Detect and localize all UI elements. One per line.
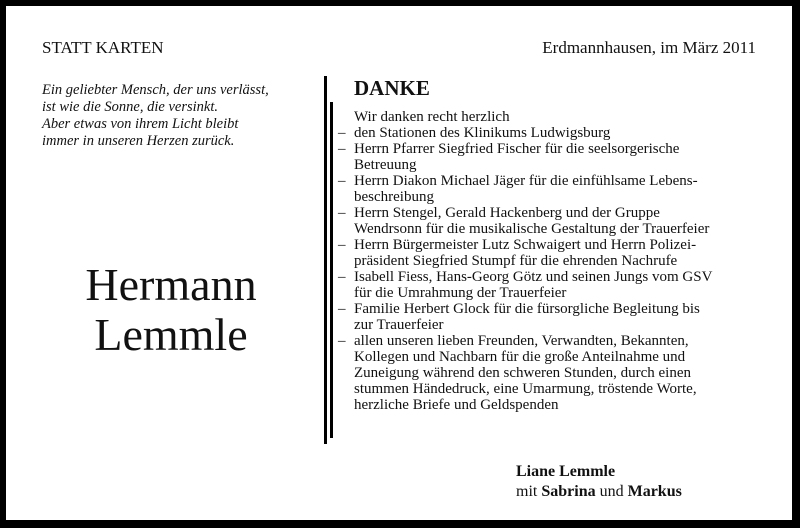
signer-name: Liane Lemmle — [516, 463, 616, 480]
thanks-line-text: allen unseren lieben Freunden, Verwandten, Bekannten, — [354, 333, 689, 349]
thanks-line-text: Wir danken recht herzlich — [354, 109, 510, 125]
first-name: Hermann — [85, 259, 257, 310]
dash-bullet: – — [338, 173, 346, 189]
thanks-line-text: Familie Herbert Glock für die fürsorgliche Begleitung bis — [354, 301, 700, 317]
dash-bullet: – — [338, 333, 346, 349]
thanks-line-text: Zuneigung während den schweren Stunden, durch einen — [354, 365, 691, 381]
thanks-line-text: Herrn Pfarrer Siegfried Fischer für die seelsorgerische — [354, 141, 680, 157]
thanks-line-text: Herrn Diakon Michael Jäger für die einfühlsame Lebens- — [354, 173, 698, 189]
dash-bullet: – — [338, 205, 346, 221]
dash-bullet: – — [338, 237, 346, 253]
poem — [42, 82, 269, 150]
dash-bullet: – — [338, 301, 346, 317]
divider-line — [330, 102, 333, 438]
thanks-line-text: für die Umrahmung der Trauerfeier — [354, 285, 567, 301]
thanks-line-text: beschreibung — [354, 189, 434, 205]
thanks-line-text: stummen Händedruck, eine Umarmung, tröstende Worte, — [354, 381, 697, 397]
thanks-line-text: den Stationen des Klinikums Ludwigsburg — [354, 125, 611, 141]
divider-line — [324, 76, 327, 444]
thanks-line-text: Herrn Stengel, Gerald Hackenberg und der Gruppe — [354, 205, 660, 221]
signature — [516, 462, 682, 502]
poem-line: Aber etwas von ihrem Licht bleibt — [42, 116, 239, 132]
thanks-line-text: Betreuung — [354, 157, 417, 173]
deceased-name — [6, 260, 336, 360]
dash-bullet: – — [338, 141, 346, 157]
poem-line: Ein geliebter Mensch, der uns verlässt, — [42, 82, 269, 98]
last-name: Lemmle — [94, 309, 248, 360]
thanks-line-text: Wendrsonn für die musikalische Gestaltung der Trauerfeier — [354, 221, 710, 237]
statt-karten-label: STATT KARTEN — [42, 38, 164, 57]
poem-line: ist wie die Sonne, die versinkt. — [42, 99, 218, 115]
signer-child: Markus — [627, 483, 682, 500]
dash-bullet: – — [338, 269, 346, 285]
place-date: Erdmannhausen, im März 2011 — [542, 38, 756, 57]
thanks-line-text: Herrn Bürgermeister Lutz Schwaigert und Herrn Polizei- — [354, 237, 697, 253]
poem-line: immer in unseren Herzen zurück. — [42, 133, 235, 149]
thanks-line-text: herzliche Briefe und Geldspenden — [354, 397, 559, 413]
danke-title: DANKE — [354, 76, 430, 100]
dash-bullet: – — [338, 125, 346, 141]
thanks-line-text: Kollegen und Nachbarn für die große Anteilnahme und — [354, 349, 686, 365]
signature-text: und — [599, 483, 624, 500]
signer-child: Sabrina — [541, 483, 596, 500]
thanks-line-text: präsident Siegfried Stumpf für die ehrenden Nachrufe — [354, 253, 678, 269]
signature-text: mit — [516, 483, 538, 500]
thanks-line-text: Isabell Fiess, Hans-Georg Götz und seinen Jungs vom GSV — [354, 269, 713, 285]
thanks-line-text: zur Trauerfeier — [354, 317, 444, 333]
